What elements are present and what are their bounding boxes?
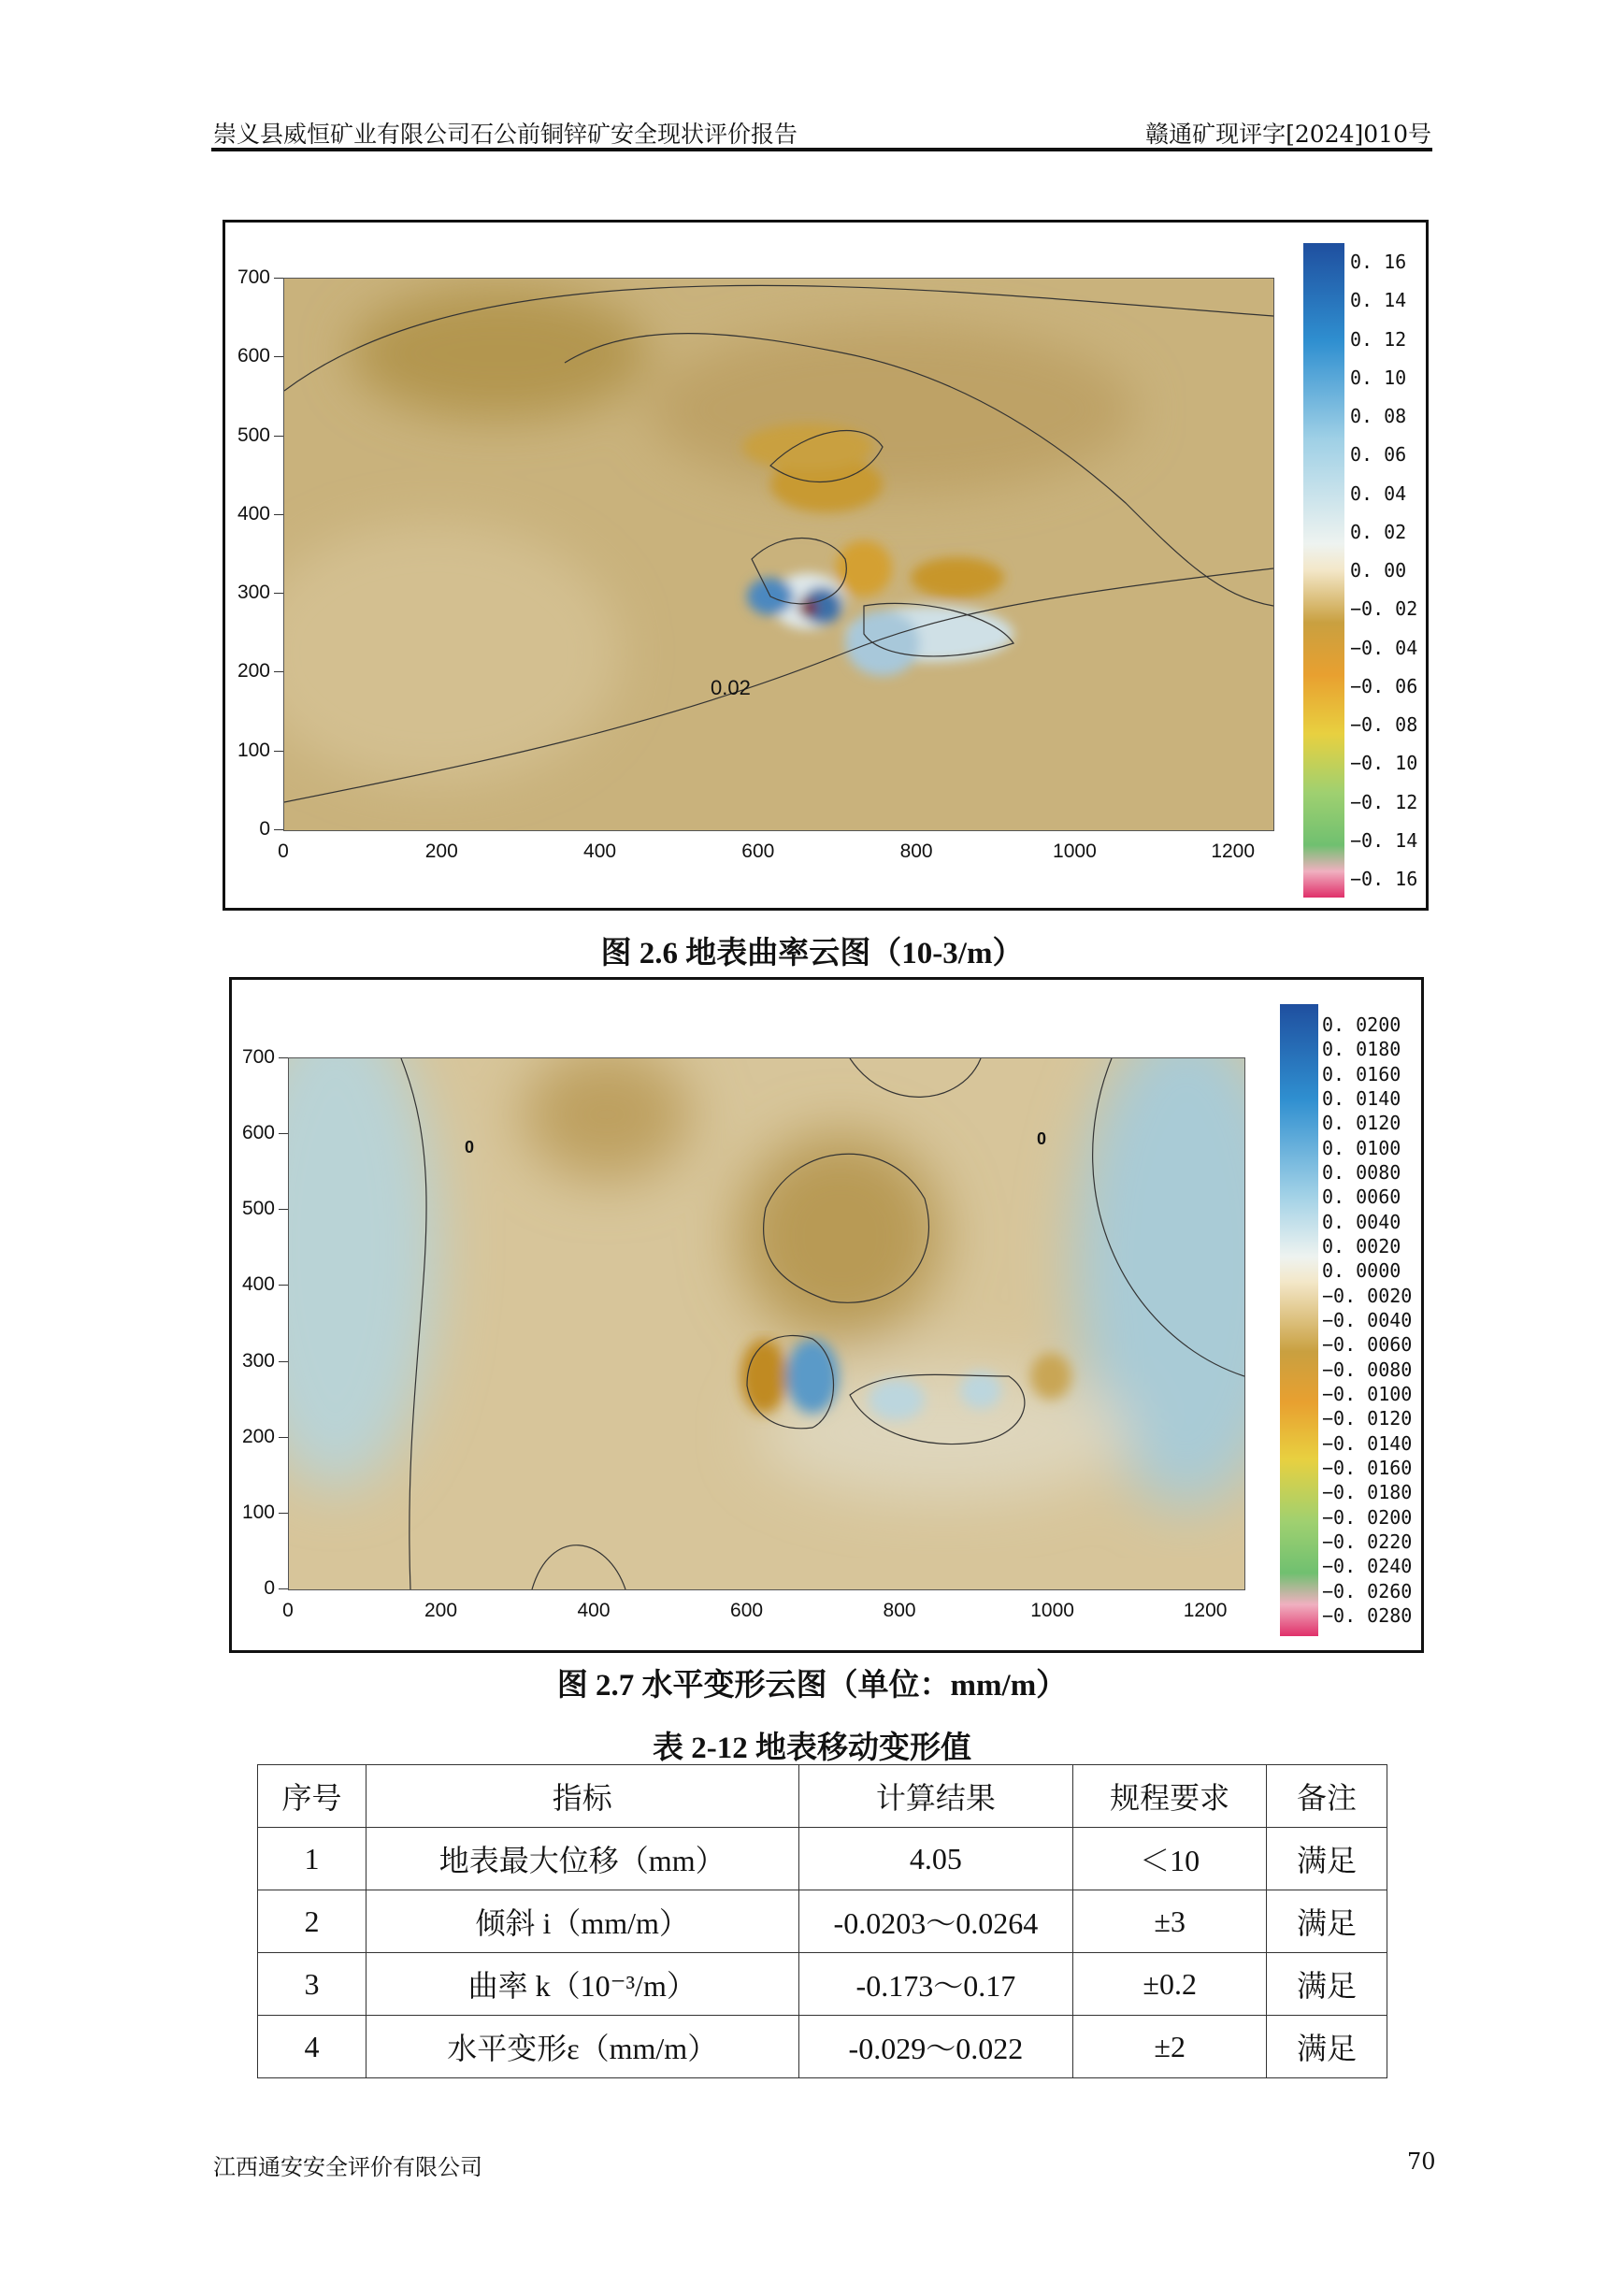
y-tick-mark (279, 1057, 288, 1058)
y-tick-label: 600 (241, 1122, 275, 1144)
table-cell: 曲率 k（10⁻³/m） (366, 1953, 798, 2016)
colorbar-label: −0. 0040 (1322, 1309, 1413, 1331)
y-tick-label: 500 (241, 1198, 275, 1220)
y-tick-label: 700 (241, 1046, 275, 1068)
colorbar (1280, 1004, 1318, 1636)
table-cell: 满足 (1267, 1890, 1387, 1953)
x-tick-label: 400 (577, 1600, 611, 1621)
colorbar-label: −0. 08 (1350, 713, 1418, 736)
table-row (258, 2016, 1387, 2078)
x-tick-label: 1000 (1030, 1600, 1074, 1621)
colorbar-label: −0. 04 (1350, 636, 1418, 659)
colorbar-label: −0. 0160 (1322, 1457, 1413, 1479)
colorbar-label: 0. 08 (1350, 405, 1407, 427)
page-number: 70 (1407, 2148, 1436, 2175)
column-header: 指标 (366, 1765, 798, 1828)
y-tick-label: 300 (241, 1349, 275, 1372)
table-row (258, 1828, 1387, 1890)
x-tick-label: 1200 (1211, 841, 1256, 862)
table-cell: ±3 (1073, 1890, 1267, 1953)
colorbar-label: 0. 0100 (1322, 1136, 1401, 1159)
y-tick-mark (274, 593, 283, 594)
table-cell: -0.029～0.022 (798, 2016, 1073, 2078)
y-tick-label: 0 (259, 818, 270, 840)
colorbar-label: 0. 0080 (1322, 1161, 1401, 1184)
y-tick-mark (279, 1209, 288, 1210)
y-tick-mark (279, 1588, 288, 1589)
y-tick-label: 500 (237, 424, 270, 446)
column-header: 备注 (1267, 1765, 1387, 1828)
colorbar-label: 0. 0180 (1322, 1038, 1401, 1061)
colorbar-label: −0. 0080 (1322, 1358, 1413, 1381)
figure1-caption: 图 2.6 地表曲率云图（10-3/m） (600, 937, 1024, 970)
x-tick-label: 200 (424, 1600, 458, 1621)
y-tick-mark (274, 751, 283, 752)
colorbar-label: −0. 10 (1350, 752, 1418, 775)
header-doc-number: 赣通矿现评字[2024]010号 (1145, 121, 1431, 148)
colorbar-label: 0. 16 (1350, 251, 1407, 273)
y-tick-label: 300 (237, 582, 270, 604)
contour-label-zero: 0 (1037, 1129, 1047, 1148)
colorbar-label: −0. 02 (1350, 597, 1418, 621)
table-cell: 2 (258, 1890, 366, 1953)
colorbar-label: 0. 0040 (1322, 1210, 1401, 1233)
x-tick-label: 800 (899, 841, 933, 862)
curvature-contour-map (283, 278, 1274, 831)
colorbar-label: 0. 02 (1350, 520, 1407, 543)
colorbar-label: −0. 0260 (1322, 1579, 1413, 1602)
colorbar-label: 0. 0140 (1322, 1087, 1401, 1110)
colorbar-label: 0. 10 (1350, 366, 1407, 389)
y-tick-label: 100 (237, 739, 270, 761)
table-cell: ＜10 (1073, 1828, 1267, 1890)
x-tick-label: 1200 (1183, 1600, 1228, 1621)
x-tick-label: 600 (730, 1600, 764, 1621)
y-tick-mark (274, 278, 283, 279)
y-tick-mark (274, 356, 283, 357)
figure2-caption: 图 2.7 水平变形云图（单位：mm/m） (556, 1669, 1068, 1703)
header-rule (211, 148, 1432, 151)
colorbar-label: −0. 0140 (1322, 1431, 1413, 1455)
y-tick-label: 0 (264, 1577, 275, 1599)
table-cell: ±2 (1073, 2016, 1267, 2078)
x-tick-label: 400 (583, 841, 617, 862)
contour-label-zero: 0 (465, 1138, 475, 1157)
colorbar-label: −0. 12 (1350, 790, 1418, 813)
deformation-table (257, 1764, 1387, 2078)
header-title: 崇义县威恒矿业有限公司石公前铜锌矿安全现状评价报告 (213, 121, 798, 148)
table-cell: 满足 (1267, 1828, 1387, 1890)
y-tick-label: 400 (241, 1273, 275, 1296)
colorbar-label: −0. 14 (1350, 828, 1418, 852)
colorbar-label: −0. 0020 (1322, 1284, 1413, 1307)
colorbar-label: −0. 0060 (1322, 1333, 1413, 1357)
y-tick-mark (279, 1437, 288, 1438)
y-tick-label: 200 (241, 1425, 275, 1447)
colorbar-label: −0. 0280 (1322, 1604, 1413, 1627)
table-cell: 满足 (1267, 2016, 1387, 2078)
colorbar-label: 0. 04 (1350, 481, 1407, 505)
colorbar-label: 0. 0120 (1322, 1112, 1401, 1135)
table-cell: 倾斜 i（mm/m） (366, 1890, 798, 1953)
colorbar-label: 0. 0060 (1322, 1186, 1401, 1209)
colorbar-label: −0. 0240 (1322, 1555, 1413, 1578)
colorbar-label: 0. 0000 (1322, 1259, 1401, 1283)
table-cell: -0.173～0.17 (798, 1953, 1073, 2016)
table-cell: ±0.2 (1073, 1953, 1267, 2016)
y-tick-mark (274, 671, 283, 672)
colorbar-label: −0. 0180 (1322, 1481, 1413, 1504)
colorbar-label: 0. 06 (1350, 443, 1407, 467)
colorbar-label: −0. 0200 (1322, 1505, 1413, 1529)
y-tick-mark (274, 514, 283, 515)
table-header-row (258, 1765, 1387, 1828)
y-tick-mark (274, 436, 283, 437)
table-cell: 满足 (1267, 1953, 1387, 2016)
y-tick-mark (279, 1513, 288, 1514)
colorbar-label: −0. 0100 (1322, 1383, 1413, 1405)
colorbar-label: −0. 16 (1350, 868, 1418, 890)
colorbar-label: 0. 0200 (1322, 1013, 1401, 1036)
colorbar-label: −0. 0120 (1322, 1407, 1413, 1430)
colorbar-label: 0. 12 (1350, 327, 1407, 351)
x-tick-label: 800 (883, 1600, 916, 1621)
y-tick-mark (279, 1133, 288, 1134)
y-tick-label: 600 (237, 345, 270, 367)
column-header: 计算结果 (798, 1765, 1073, 1828)
x-tick-label: 600 (741, 841, 775, 862)
y-tick-mark (279, 1361, 288, 1362)
column-header: 序号 (258, 1765, 366, 1828)
x-tick-label: 200 (424, 841, 458, 862)
table-cell: 4.05 (798, 1828, 1073, 1890)
x-tick-label: 0 (282, 1600, 294, 1621)
x-tick-label: 1000 (1053, 841, 1097, 862)
y-tick-label: 100 (241, 1501, 275, 1523)
table-cell: 水平变形ε（mm/m） (366, 2016, 798, 2078)
y-tick-mark (274, 829, 283, 830)
colorbar-label: −0. 0220 (1322, 1531, 1413, 1553)
table-title: 表 2-12 地表移动变形值 (653, 1732, 971, 1765)
y-tick-label: 700 (237, 266, 270, 288)
table-cell: 1 (258, 1828, 366, 1890)
table-cell: 地表最大位移（mm） (366, 1828, 798, 1890)
colorbar-label: 0. 0160 (1322, 1062, 1401, 1085)
table-row (258, 1890, 1387, 1953)
y-tick-label: 400 (237, 502, 270, 525)
table-cell: 3 (258, 1953, 366, 2016)
y-tick-mark (279, 1285, 288, 1286)
colorbar-label: 0. 0020 (1322, 1235, 1401, 1257)
x-tick-label: 0 (278, 841, 289, 862)
colorbar-label: 0. 00 (1350, 559, 1407, 582)
horizontal-deformation-contour-map (288, 1057, 1245, 1590)
y-tick-label: 200 (237, 660, 270, 683)
colorbar (1303, 243, 1344, 898)
footer-company: 江西通安安全评价有限公司 (213, 2154, 482, 2180)
table-row (258, 1953, 1387, 2016)
column-header: 规程要求 (1073, 1765, 1267, 1828)
table-cell: 4 (258, 2016, 366, 2078)
colorbar-label: 0. 14 (1350, 289, 1407, 312)
colorbar-label: −0. 06 (1350, 674, 1418, 697)
table-cell: -0.0203～0.0264 (798, 1890, 1073, 1953)
contour-annotation: 0.02 (711, 676, 751, 699)
